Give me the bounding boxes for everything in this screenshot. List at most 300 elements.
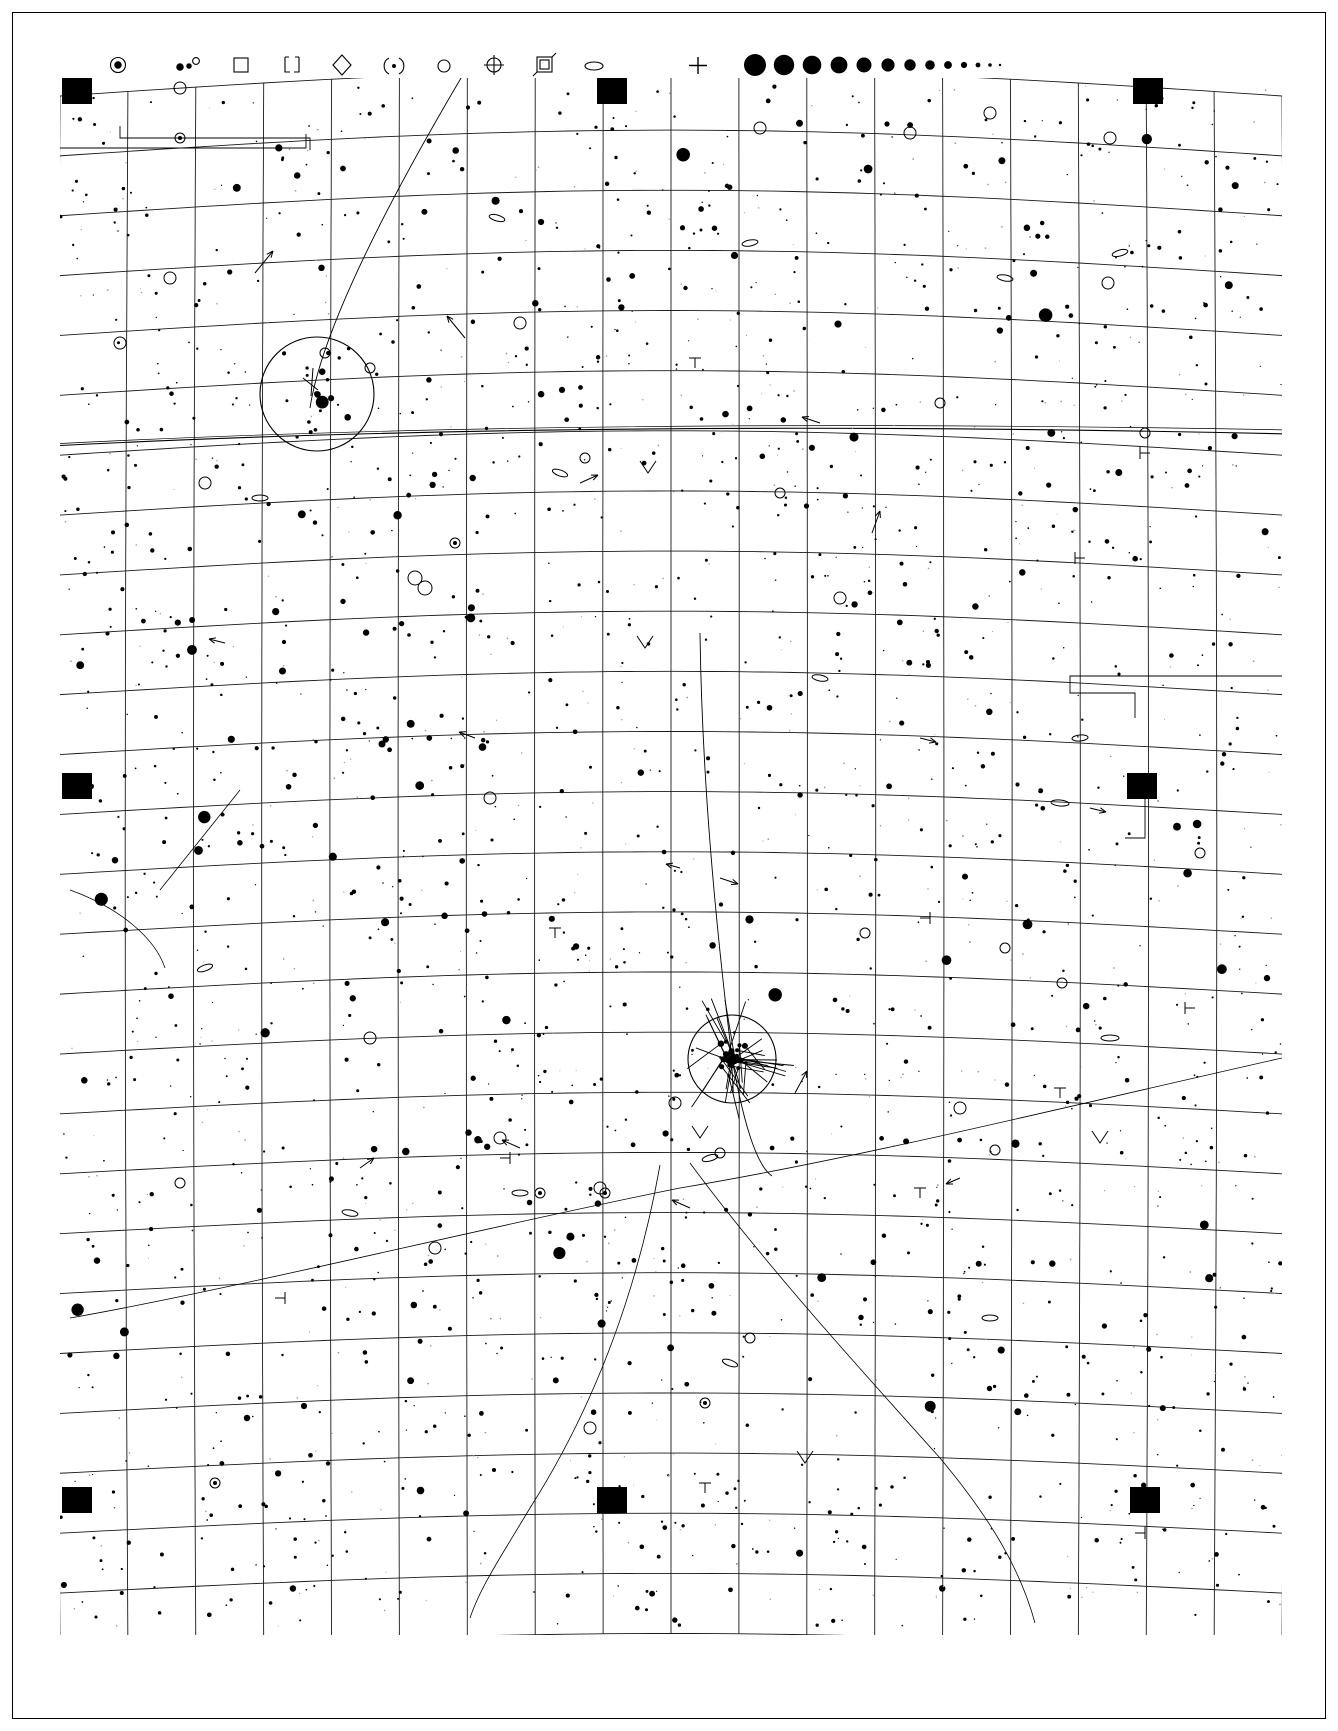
star-point — [753, 1246, 754, 1247]
star-point — [245, 968, 248, 971]
star-point — [663, 1260, 666, 1263]
vee-marker — [797, 1451, 813, 1463]
faint-star-point — [325, 302, 326, 303]
star-point — [596, 1298, 598, 1300]
star-point — [409, 475, 411, 477]
faint-star-point — [876, 1379, 877, 1380]
star-point — [757, 701, 760, 704]
star-point — [796, 1550, 803, 1557]
faint-star-point — [852, 428, 853, 429]
star-point — [117, 816, 119, 818]
star-point — [1268, 1261, 1270, 1263]
star-point — [703, 1211, 705, 1213]
star-point — [1198, 836, 1201, 839]
star-point — [1146, 109, 1147, 110]
star-point — [1213, 1273, 1217, 1277]
star-point — [834, 321, 841, 328]
star-point — [538, 308, 541, 311]
star-point — [190, 1204, 193, 1207]
faint-star-point — [869, 1096, 870, 1097]
star-point — [113, 1353, 119, 1359]
star-point — [1059, 1483, 1061, 1485]
faint-star-point — [385, 1572, 386, 1573]
blended-pair-symbol — [177, 58, 200, 71]
star-point — [1159, 1196, 1161, 1198]
star-point — [208, 845, 210, 847]
star-point — [354, 692, 357, 695]
star-point — [1127, 308, 1129, 310]
star-point — [947, 1311, 950, 1314]
faint-star-point — [923, 631, 925, 633]
star-point — [1244, 1154, 1248, 1158]
star-point — [384, 1461, 386, 1463]
faint-star-point — [872, 592, 873, 593]
star-point — [281, 158, 284, 161]
faint-star-point — [817, 889, 818, 890]
star-point — [302, 988, 304, 990]
faint-star-point — [380, 1509, 381, 1510]
star-point — [596, 244, 600, 248]
star-point — [382, 882, 384, 884]
faint-star-point — [1189, 1271, 1191, 1273]
star-point — [1231, 310, 1233, 312]
star-point — [1228, 642, 1232, 646]
star-point — [165, 665, 167, 667]
star-point — [365, 689, 366, 690]
star-point — [962, 835, 963, 836]
star-point — [1231, 687, 1233, 689]
star-point — [1047, 429, 1055, 437]
faint-star-point — [818, 1301, 819, 1302]
faint-star-point — [365, 1203, 366, 1204]
faint-star-point — [1243, 394, 1245, 396]
faint-star-point — [730, 320, 731, 321]
faint-star-point — [635, 171, 636, 172]
faint-star-point — [465, 1582, 466, 1583]
faint-star-point — [294, 968, 295, 969]
star-point — [448, 1327, 452, 1331]
star-point — [466, 105, 470, 109]
star-point — [700, 229, 703, 232]
faint-star-point — [1185, 393, 1187, 395]
star-point — [998, 1427, 999, 1428]
star-point — [1225, 166, 1229, 170]
star-point — [307, 420, 311, 424]
star-point — [557, 903, 559, 905]
star-point — [990, 464, 993, 467]
star-point — [188, 342, 190, 344]
faint-star-point — [278, 1626, 279, 1627]
star-point — [363, 1442, 365, 1444]
star-point — [315, 911, 316, 912]
star-point — [578, 428, 581, 431]
faint-star-point — [1007, 622, 1008, 623]
star-point — [1221, 1448, 1225, 1452]
star-point — [926, 1224, 929, 1227]
faint-star-point — [758, 207, 760, 209]
star-point — [1129, 245, 1130, 246]
star-point — [869, 893, 873, 897]
ellipse-marker — [1101, 1035, 1119, 1041]
star-point — [1185, 483, 1190, 488]
star-point — [1117, 984, 1119, 986]
faint-star-point — [610, 958, 612, 960]
star-point — [871, 1259, 877, 1265]
star-point — [454, 458, 456, 460]
star-point — [511, 641, 515, 645]
star-point — [1024, 120, 1026, 122]
star-point — [1011, 1537, 1015, 1541]
star-point — [361, 1177, 363, 1179]
faint-star-point — [205, 1511, 207, 1513]
star-point — [934, 618, 936, 620]
star-point — [610, 127, 614, 131]
star-point — [220, 772, 222, 774]
star-point — [899, 721, 904, 726]
star-point — [816, 1624, 819, 1627]
star-point — [174, 1276, 176, 1278]
grid-line-vertical — [535, 78, 536, 1635]
faint-star-point — [535, 169, 537, 171]
star-point — [564, 1208, 567, 1211]
star-point — [795, 1160, 798, 1163]
star-point — [673, 1069, 675, 1071]
star-point — [137, 445, 138, 446]
star-point — [377, 1272, 379, 1274]
star-point — [918, 1071, 919, 1072]
star-point — [129, 1056, 132, 1059]
star-point — [998, 1347, 1005, 1354]
star-point — [538, 1275, 541, 1278]
star-point — [724, 1208, 728, 1212]
star-point — [276, 682, 278, 684]
star-point — [988, 1496, 991, 1499]
star-point — [1105, 539, 1110, 544]
star-point — [1023, 253, 1025, 255]
star-point — [1098, 148, 1101, 151]
star-point — [601, 516, 603, 518]
star-point — [889, 1080, 890, 1081]
star-point — [433, 1424, 436, 1427]
star-point — [426, 398, 428, 400]
star-point — [688, 247, 691, 250]
star-point — [980, 1139, 983, 1142]
star-point — [206, 1519, 208, 1521]
star-point — [659, 770, 661, 772]
star-point — [1227, 889, 1229, 891]
star-point — [772, 610, 774, 612]
faint-star-point — [994, 361, 996, 363]
faint-star-point — [313, 983, 315, 985]
star-point — [427, 1537, 432, 1542]
faint-star-point — [992, 134, 993, 135]
star-point — [383, 736, 389, 742]
star-point — [1095, 341, 1098, 344]
star-point — [1074, 897, 1076, 899]
star-point — [629, 273, 635, 279]
star-point — [1074, 1097, 1078, 1101]
star-point — [476, 1279, 479, 1282]
star-point — [1063, 869, 1067, 873]
star-point — [245, 371, 247, 373]
star-point — [341, 717, 346, 722]
star-point — [221, 185, 222, 186]
star-point — [432, 984, 433, 985]
faint-star-point — [394, 1230, 395, 1231]
star-point — [114, 1507, 115, 1508]
star-point — [1217, 964, 1227, 974]
star-point — [123, 928, 128, 933]
star-point — [674, 870, 676, 872]
star-point — [589, 1194, 591, 1196]
star-point — [399, 1591, 402, 1594]
faint-star-point — [894, 425, 895, 426]
faint-star-point — [1104, 1190, 1105, 1191]
star-point — [931, 1374, 934, 1377]
star-point — [1027, 1415, 1029, 1417]
star-point — [596, 355, 601, 360]
faint-star-point — [465, 987, 466, 988]
star-point — [162, 840, 166, 844]
faint-star-point — [824, 787, 826, 789]
star-point — [964, 650, 968, 654]
star-point — [1123, 775, 1124, 776]
star-point — [746, 1423, 749, 1426]
star-point — [356, 1184, 358, 1186]
star-point — [125, 420, 130, 425]
star-point — [857, 409, 859, 411]
faint-star-point — [1022, 953, 1024, 955]
star-point — [138, 1201, 140, 1203]
star-point — [1229, 1362, 1232, 1365]
registration-corner-mark — [597, 1487, 627, 1513]
star-point — [122, 187, 125, 190]
star-point — [1083, 1003, 1090, 1010]
star-point — [317, 192, 320, 195]
star-point — [584, 459, 585, 460]
star-point — [887, 123, 888, 124]
magnitude-size-scale — [744, 54, 1001, 76]
star-point — [451, 738, 453, 740]
faint-star-point — [369, 499, 371, 501]
star-point — [775, 579, 777, 581]
faint-star-point — [406, 1209, 407, 1210]
star-point — [882, 1233, 886, 1237]
faint-star-point — [967, 698, 968, 699]
star-point — [1230, 241, 1233, 244]
star-point — [136, 428, 140, 432]
star-point — [549, 916, 555, 922]
faint-star-point — [836, 1435, 838, 1437]
star-point — [525, 347, 529, 351]
star-point — [840, 1253, 842, 1255]
cluster-ray — [703, 1054, 726, 1091]
star-point — [1092, 915, 1094, 917]
faint-star-point — [927, 888, 929, 890]
star-point — [652, 451, 656, 455]
star-point — [1005, 1082, 1009, 1086]
star-point — [165, 817, 168, 820]
star-point — [594, 1293, 598, 1297]
star-point — [72, 189, 74, 191]
faint-star-point — [1156, 1334, 1157, 1335]
faint-star-point — [1279, 1604, 1281, 1606]
star-point — [72, 118, 74, 120]
faint-star-point — [1158, 1191, 1159, 1192]
faint-star-point — [902, 660, 903, 661]
star-point — [162, 650, 164, 652]
star-point — [675, 364, 677, 366]
bracket-square-symbol — [285, 57, 299, 72]
star-point — [1134, 1578, 1137, 1581]
star-point — [749, 418, 750, 419]
star-point — [743, 1336, 745, 1338]
cluster-member-star — [742, 1043, 748, 1049]
star-point — [1193, 586, 1195, 588]
faint-star-point — [439, 1309, 440, 1310]
star-point — [928, 1309, 933, 1314]
star-point — [445, 1412, 446, 1413]
star-point — [465, 1129, 471, 1135]
star-point — [950, 1114, 952, 1116]
star-point — [841, 1007, 844, 1010]
star-point — [406, 493, 411, 498]
star-point — [1074, 880, 1077, 883]
star-point — [1243, 1387, 1245, 1389]
faint-star-point — [553, 1033, 554, 1034]
star-point — [464, 737, 466, 739]
star-point — [548, 1231, 551, 1234]
faint-star-point — [173, 489, 174, 490]
star-point — [179, 1353, 182, 1356]
star-point — [1259, 1075, 1263, 1079]
faint-star-point — [1212, 1558, 1214, 1560]
star-point — [975, 843, 977, 845]
faint-star-point — [1267, 689, 1268, 690]
star-point — [526, 364, 528, 366]
open-circle-marker — [1000, 943, 1010, 953]
star-point — [479, 940, 481, 942]
star-point — [399, 621, 404, 626]
star-point — [1072, 575, 1075, 578]
star-point — [622, 1277, 623, 1278]
star-point — [1065, 305, 1069, 309]
tee-marker — [699, 1483, 711, 1493]
faint-star-point — [1259, 1465, 1260, 1466]
star-point — [737, 385, 739, 387]
star-point — [210, 683, 213, 686]
star-point — [1261, 1505, 1266, 1510]
star-point — [896, 404, 898, 406]
star-point — [657, 1555, 661, 1559]
star-point — [799, 785, 801, 787]
faint-star-point — [350, 758, 351, 759]
star-point — [1004, 1552, 1006, 1554]
star-point — [1130, 251, 1134, 255]
star-point — [405, 1400, 407, 1402]
star-point — [623, 948, 625, 950]
star-point — [1042, 1155, 1044, 1157]
star-point — [836, 695, 838, 697]
star-point — [494, 1040, 497, 1043]
star-point — [991, 1528, 992, 1529]
star-point — [155, 292, 158, 295]
star-point — [403, 850, 405, 852]
star-point — [904, 1059, 908, 1063]
star-point — [429, 482, 435, 488]
star-point — [340, 166, 346, 172]
faint-star-point — [793, 244, 794, 245]
star-point — [1041, 400, 1043, 402]
star-point — [1236, 574, 1240, 578]
star-point — [795, 432, 798, 435]
ellipse-marker — [1051, 799, 1069, 807]
star-point — [138, 683, 140, 685]
star-point — [1041, 806, 1046, 811]
faint-star-point — [283, 665, 285, 667]
star-point — [976, 1261, 982, 1267]
star-point — [1192, 399, 1193, 400]
star-point — [201, 1537, 203, 1539]
star-point — [87, 1374, 89, 1376]
star-point — [873, 1322, 874, 1323]
star-point — [227, 269, 232, 274]
faint-star-point — [1252, 1459, 1254, 1461]
faint-star-point — [815, 1178, 816, 1179]
star-point — [1011, 1140, 1019, 1148]
star-point — [220, 694, 223, 697]
star-point — [785, 497, 788, 500]
star-point — [879, 1504, 882, 1507]
faint-star-point — [987, 184, 989, 186]
faint-star-point — [313, 900, 315, 902]
star-point — [1093, 489, 1096, 492]
star-point — [448, 470, 449, 471]
cluster-member-star — [735, 1048, 739, 1052]
star-point — [711, 1311, 716, 1316]
star-point — [173, 748, 175, 750]
star-point — [148, 1245, 150, 1247]
faint-star-point — [576, 1070, 577, 1071]
double-circle-marker-core — [453, 541, 457, 545]
faint-star-point — [1109, 1510, 1110, 1511]
star-point — [61, 1582, 67, 1588]
star-point — [843, 493, 848, 498]
faint-star-point — [89, 1474, 91, 1476]
star-point — [407, 1377, 414, 1384]
faint-star-point — [461, 677, 462, 678]
star-point — [1172, 1406, 1175, 1409]
faint-star-point — [1070, 1588, 1071, 1589]
star-point — [72, 244, 74, 246]
faint-star-point — [581, 616, 582, 617]
star-point — [617, 1262, 620, 1265]
faint-star-point — [1011, 582, 1012, 583]
star-point — [1276, 183, 1278, 185]
faint-star-point — [328, 313, 330, 315]
star-point — [1081, 719, 1083, 721]
star-point — [1075, 1404, 1076, 1405]
star-point — [1205, 383, 1208, 386]
star-point — [1086, 98, 1089, 101]
faint-star-point — [585, 248, 586, 249]
star-point — [1090, 488, 1092, 490]
star-point — [927, 99, 931, 103]
cluster-member-star — [723, 1051, 729, 1057]
star-point — [712, 225, 718, 231]
faint-star-point — [96, 1175, 98, 1177]
star-point — [796, 440, 799, 443]
